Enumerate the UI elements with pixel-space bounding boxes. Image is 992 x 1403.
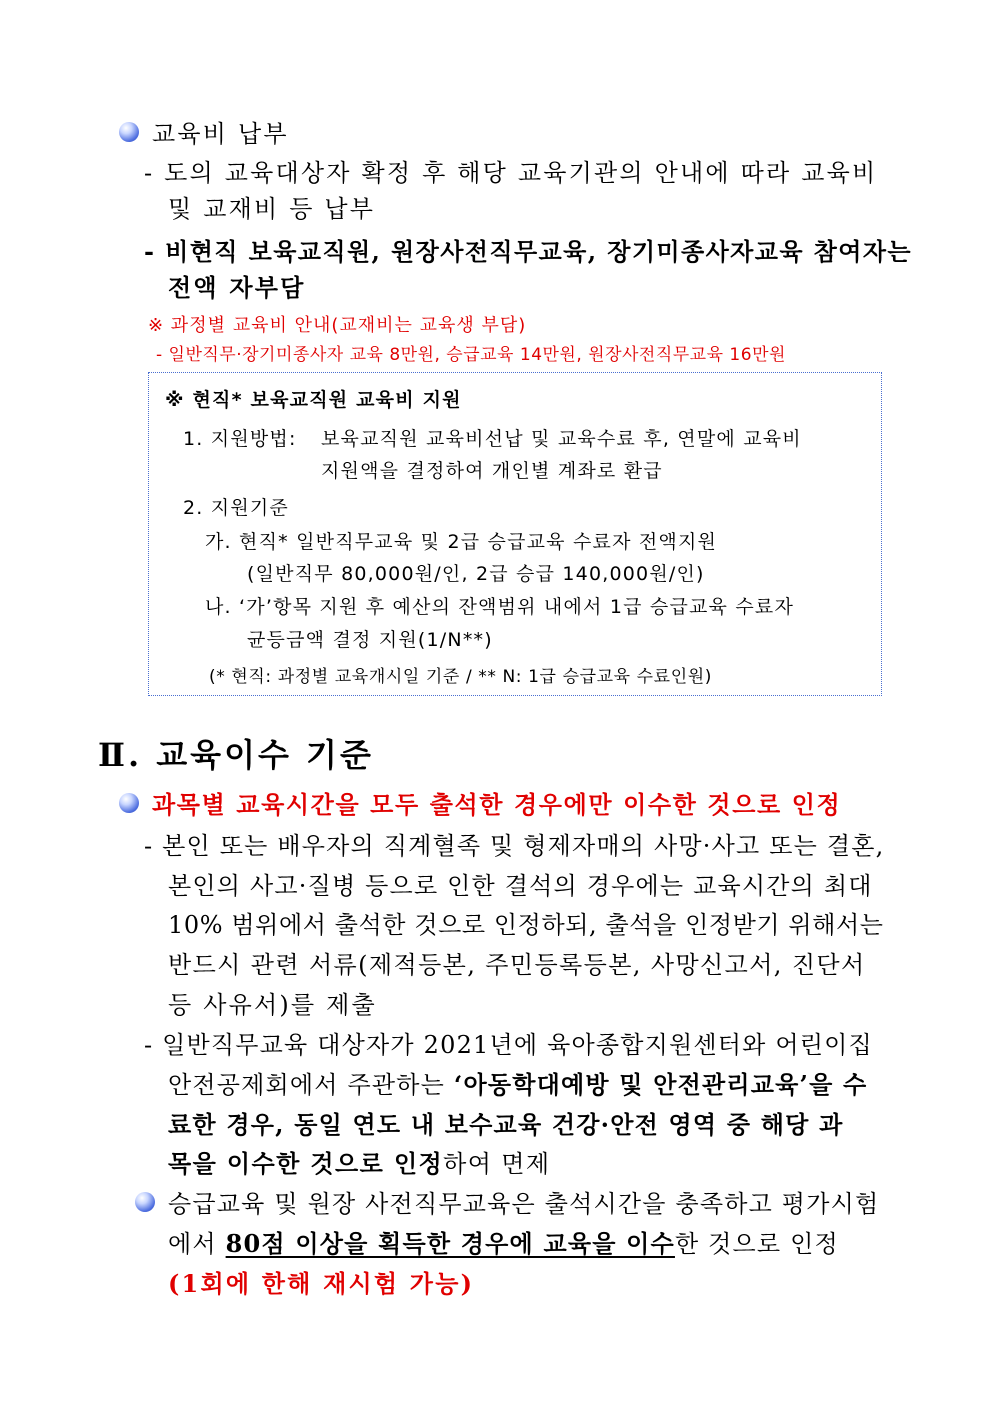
support-box-title: ※ 현직* 보육교직원 교육비 지원 — [165, 389, 462, 411]
bullet-2-line-2-suffix: 한 것으로 인정 — [674, 1230, 839, 1258]
section-2-bullet-2-line-3: (1회에 한해 재시험 가능) — [168, 1269, 475, 1298]
support-footnote: (* 현직: 과정별 교육개시일 기준 / ** N: 1급 승급교육 수료인원) — [209, 667, 712, 687]
support-item-2a-line-1: 가. 현직* 일반직무교육 및 2급 승급교육 수료자 전액지원 — [205, 531, 718, 553]
section-2-para-1-line-1: - 본인 또는 배우자의 직계혈족 및 형제자매의 사망·사고 또는 결혼, — [144, 832, 885, 860]
para-2-line-4-bold: 목을 이수한 것으로 인정 — [168, 1149, 444, 1178]
section-2-heading: Ⅱ. 교육이수 기준 — [98, 736, 374, 774]
bullet-icon — [119, 122, 139, 142]
bullet-icon — [135, 1192, 155, 1212]
section-2-para-2-line-1: - 일반직무교육 대상자가 2021년에 육아종합지원센터와 어린이집 — [144, 1031, 873, 1059]
para-2-line-2-plain: 안전공제회에서 주관하는 — [168, 1071, 454, 1099]
section-2-para-2-line-3: 료한 경우, 동일 연도 내 보수교육 건강·안전 영역 중 해당 과 — [168, 1110, 844, 1139]
para-2-line-4-plain: 하여 면제 — [443, 1150, 551, 1178]
fee-notice-title: ※ 과정별 교육비 안내(교재비는 교육생 부담) — [148, 315, 527, 336]
fee-paragraph-2-line-1: - 비현직 보육교직원, 원장사전직무교육, 장기미종사자교육 참여자는 — [144, 237, 912, 266]
fee-notice-detail: - 일반직무·장기미종사자 교육 8만원, 승급교육 14만원, 원장사전직무교육 16만원 — [156, 345, 786, 365]
support-item-2b-line-2: 균등금액 결정 지원(1/N**) — [247, 629, 493, 651]
support-item-2b-line-1: 나. ‘가’항목 지원 후 예산의 잔액범위 내에서 1급 승급교육 수료자 — [205, 596, 795, 618]
fee-paragraph-1-line-2: 및 교재비 등 납부 — [168, 195, 376, 223]
section-2-bullet-2-line-2 — [168, 1224, 839, 1259]
section-2-para-2-line-2 — [168, 1065, 867, 1100]
section-2-para-1-line-2: 본인의 사고·질병 등으로 인한 결석의 경우에는 교육시간의 최대 — [168, 872, 873, 900]
bullet-icon — [119, 793, 139, 813]
fee-paragraph-2-line-2: 전액 자부담 — [168, 273, 306, 302]
support-item-2-label: 2. 지원기준 — [183, 497, 289, 519]
support-item-2a-line-2: (일반직무 80,000원/인, 2급 승급 140,000원/인) — [247, 563, 705, 585]
para-2-line-2-bold: ‘아동학대예방 및 안전관리교육’을 수 — [453, 1070, 868, 1099]
support-item-1-line-2: 지원액을 결정하여 개인별 계좌로 환급 — [321, 460, 663, 482]
section-2-bullet-1: 과목별 교육시간을 모두 출석한 경우에만 이수한 것으로 인정 — [152, 790, 842, 819]
bullet-2-line-2-underlined: 80점 이상을 획득한 경우에 교육을 이수 — [225, 1229, 675, 1258]
support-item-1-label: 1. 지원방법: — [183, 428, 297, 450]
section-2-para-2-line-4 — [168, 1144, 550, 1179]
section-2-para-1-line-4: 반드시 관련 서류(제적등본, 주민등록등본, 사망신고서, 진단서 — [168, 951, 866, 979]
fee-title: 교육비 납부 — [152, 120, 289, 148]
bullet-2-line-2-prefix: 에서 — [168, 1230, 226, 1258]
fee-paragraph-1-line-1: - 도의 교육대상자 확정 후 해당 교육기관의 안내에 따라 교육비 — [144, 159, 878, 187]
section-2-bullet-2-line-1: 승급교육 및 원장 사전직무교육은 출석시간을 충족하고 평가시험 — [168, 1190, 880, 1218]
support-info-box — [148, 372, 882, 696]
section-2-para-1-line-3: 10% 범위에서 출석한 것으로 인정하되, 출석을 인정받기 위해서는 — [168, 911, 884, 939]
support-item-1-line-1: 보육교직원 교육비선납 및 교육수료 후, 연말에 교육비 — [321, 428, 802, 450]
section-2-para-1-line-5: 등 사유서)를 제출 — [168, 991, 377, 1019]
